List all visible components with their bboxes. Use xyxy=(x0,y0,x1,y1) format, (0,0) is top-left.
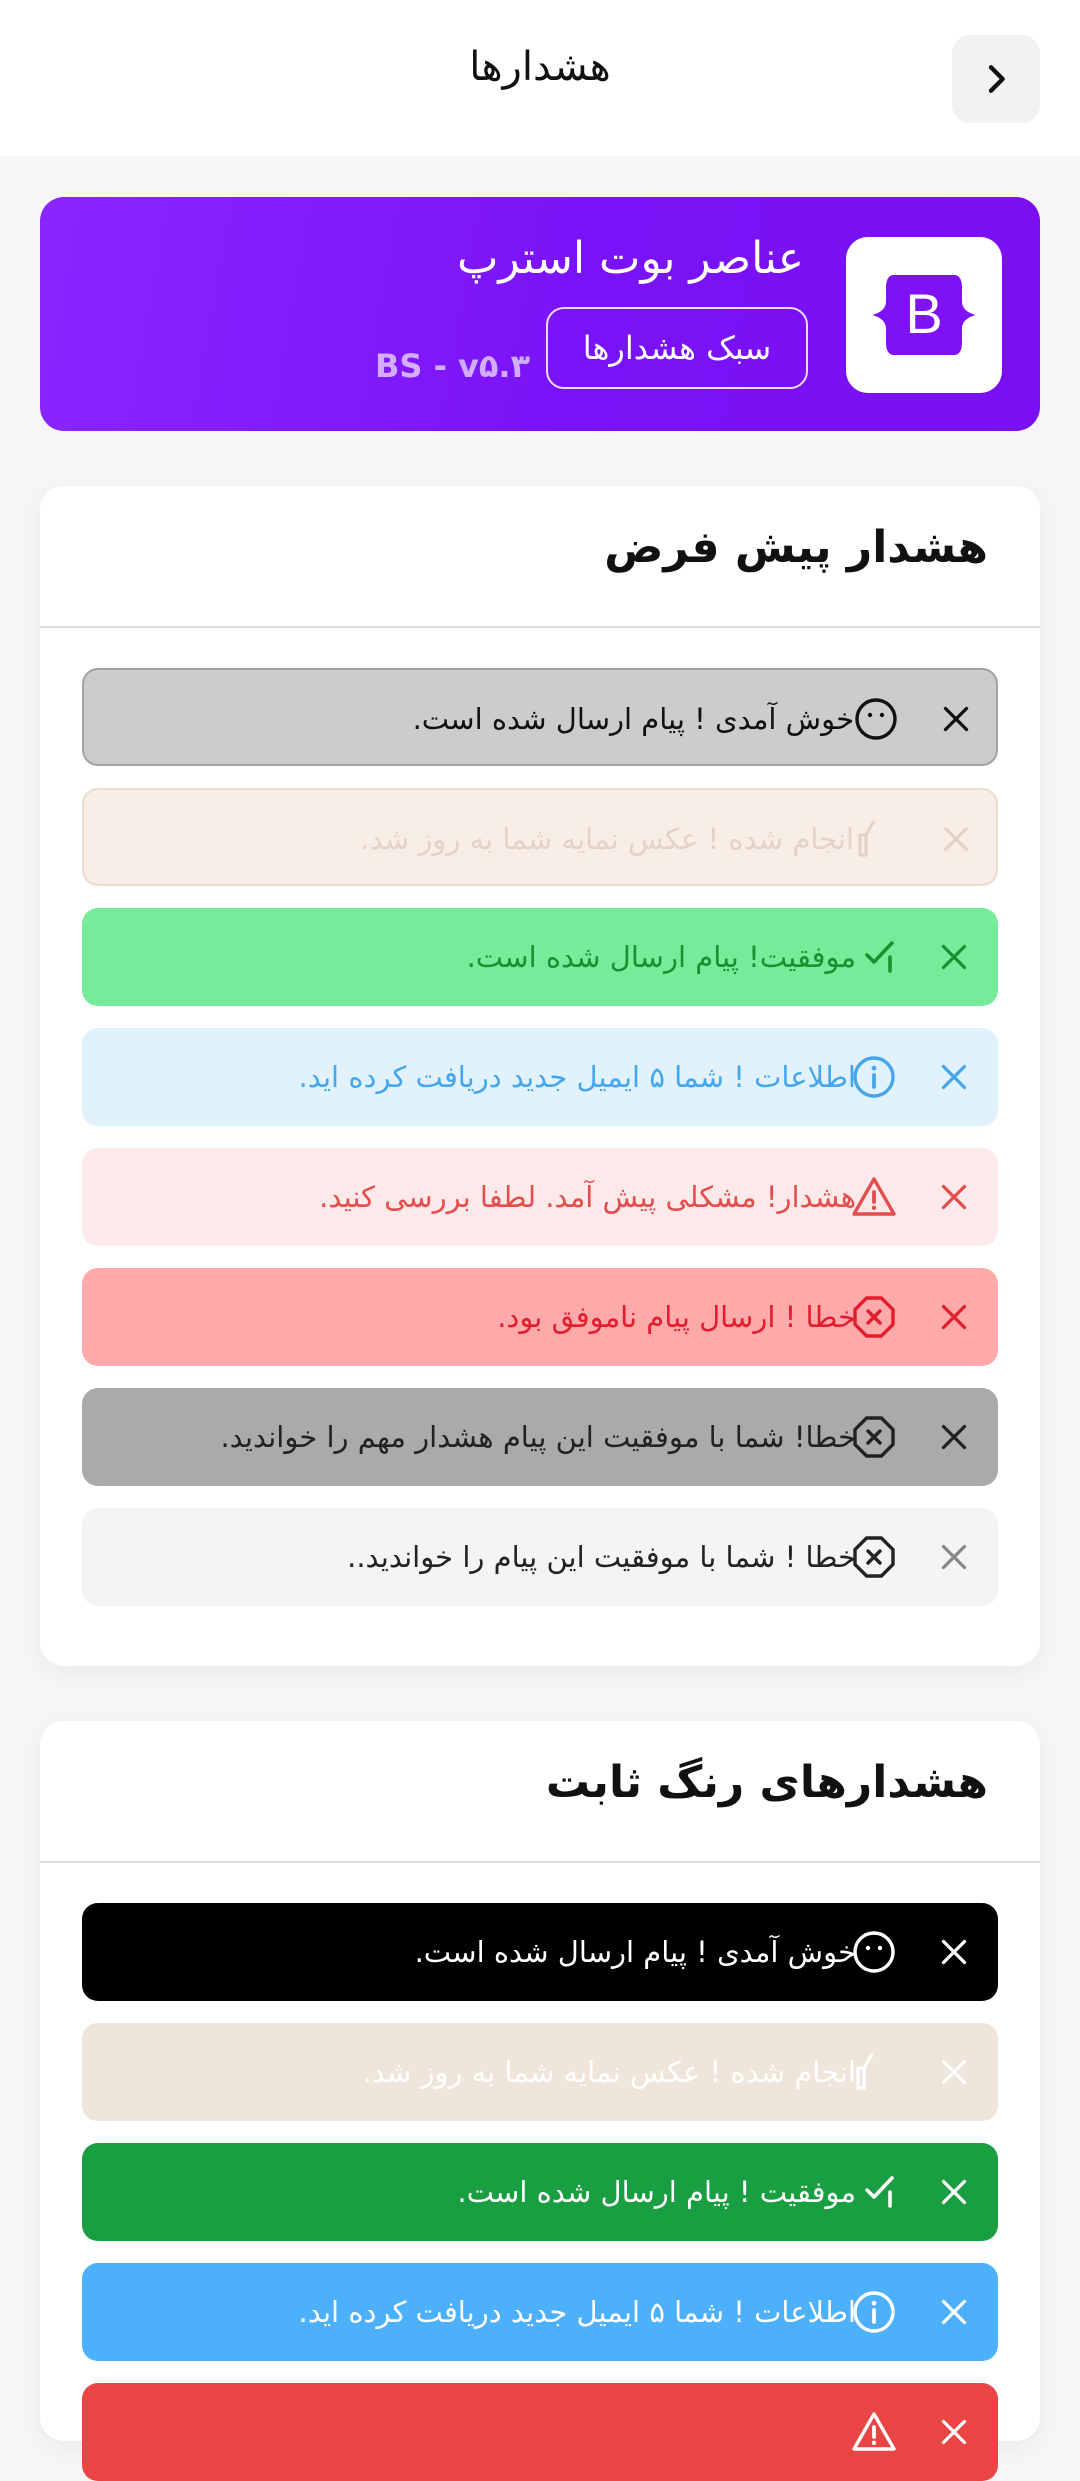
info-icon xyxy=(850,1053,898,1101)
alert-item xyxy=(82,1028,998,1126)
alert-styles-button[interactable]: سبک هشدارها xyxy=(546,307,808,389)
header xyxy=(0,0,1080,156)
check-square-icon xyxy=(850,933,898,981)
alert-text: هشدار! مشکلی پیش آمد. لطفا بررسی کنید. xyxy=(319,1180,856,1214)
alert-item xyxy=(82,1508,998,1606)
close-icon[interactable] xyxy=(938,821,974,857)
bootstrap-logo xyxy=(846,237,1002,393)
default-alerts-card xyxy=(40,486,1040,1666)
smile-icon xyxy=(852,695,900,743)
alert-item xyxy=(82,1148,998,1246)
alert-text: موفقیت! پیام ارسال شده است. xyxy=(466,940,856,974)
close-icon[interactable] xyxy=(938,701,974,737)
alert-item xyxy=(82,788,998,886)
close-icon[interactable] xyxy=(936,1299,972,1335)
bootstrap-banner xyxy=(40,197,1040,431)
close-icon[interactable] xyxy=(936,2414,972,2450)
alert-text: انجام شده ! عکس نمایه شما به روز شد. xyxy=(360,822,854,856)
section-title: هشدار پیش فرض xyxy=(604,522,988,573)
close-icon[interactable] xyxy=(936,939,972,975)
alert-item xyxy=(82,2143,998,2241)
alert-item xyxy=(82,1268,998,1366)
section-title: هشدارهای رنگ ثابت xyxy=(545,1757,988,1808)
close-icon[interactable] xyxy=(936,1419,972,1455)
thumbs-up-icon xyxy=(850,2048,898,2096)
alert-text: خطا ! شما با موفقیت این پیام را خواندید.. xyxy=(347,1540,856,1574)
close-icon[interactable] xyxy=(936,1059,972,1095)
banner-title: عناصر بوت استرپ xyxy=(456,233,804,284)
close-icon[interactable] xyxy=(936,1179,972,1215)
alert-text: اطلاعات ! شما ۵ ایمیل جدید دریافت کرده اید. xyxy=(298,1060,856,1094)
close-icon[interactable] xyxy=(936,2054,972,2090)
alert-text: خطا ! ارسال پیام ناموفق بود. xyxy=(497,1300,856,1334)
alert-item xyxy=(82,908,998,1006)
alert-text: اطلاعات ! شما ۵ ایمیل جدید دریافت کرده اید. xyxy=(298,2295,856,2329)
alert-text: خطا! شما با موفقیت این پیام هشدار مهم را خواندید. xyxy=(220,1420,856,1454)
error-octagon-icon xyxy=(850,1293,898,1341)
alert-text: موفقیت ! پیام ارسال شده است. xyxy=(457,2175,856,2209)
alert-item xyxy=(82,668,998,766)
close-icon[interactable] xyxy=(936,1934,972,1970)
alert-item xyxy=(82,2023,998,2121)
close-icon[interactable] xyxy=(936,2174,972,2210)
error-octagon-icon xyxy=(850,1533,898,1581)
close-icon[interactable] xyxy=(936,2294,972,2330)
smile-icon xyxy=(850,1928,898,1976)
warning-icon xyxy=(850,2408,898,2456)
alert-item xyxy=(82,1903,998,2001)
close-icon[interactable] xyxy=(936,1539,972,1575)
solid-alerts-card xyxy=(40,1721,1040,2441)
error-octagon-icon xyxy=(850,1413,898,1461)
alert-text: خوش آمدی ! پیام ارسال شده است. xyxy=(414,1935,856,1969)
alert-item xyxy=(82,2263,998,2361)
alert-item xyxy=(82,1388,998,1486)
page-title: هشدارها xyxy=(469,44,611,90)
version-label: BS - v۵.۳ xyxy=(375,347,531,385)
svg-text:B: B xyxy=(905,282,943,345)
check-square-icon xyxy=(850,2168,898,2216)
info-icon xyxy=(850,2288,898,2336)
alert-text: انجام شده ! عکس نمایه شما به روز شد. xyxy=(362,2055,856,2089)
thumbs-up-icon xyxy=(852,815,900,863)
warning-icon xyxy=(850,1173,898,1221)
alert-text: خوش آمدی ! پیام ارسال شده است. xyxy=(412,702,854,736)
